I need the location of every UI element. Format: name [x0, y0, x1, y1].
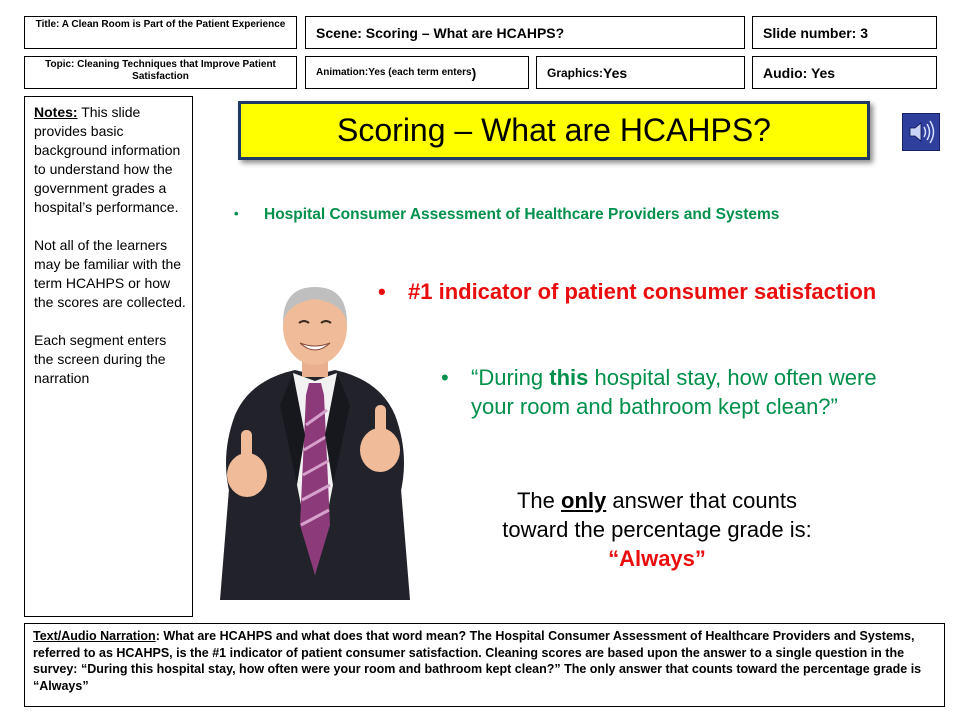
narration-label: Text/Audio Narration — [33, 629, 156, 643]
bullet-indicator — [378, 279, 876, 305]
answer-post: answer that counts toward the percentage grade is: — [502, 488, 812, 542]
audio-text: Audio: Yes — [763, 64, 836, 81]
animation-value: Yes (each term enters — [368, 67, 472, 78]
topic-text: Topic: Cleaning Techniques that Improve Patient Satisfaction — [45, 59, 276, 82]
notes-paragraph-3: Each segment enters the screen during the narration — [34, 332, 167, 386]
speaker-icon[interactable] — [902, 113, 940, 151]
scene-text: Scene: Scoring – What are HCAHPS? — [316, 24, 565, 41]
notes-label: Notes: — [34, 104, 78, 120]
narration-panel — [24, 623, 945, 707]
answer-pre: The — [516, 488, 561, 513]
smiling-man-thumbs-up-image — [205, 285, 425, 600]
animation-close: ) — [471, 64, 477, 81]
bullet-text — [471, 363, 921, 421]
bullet-dot: • — [441, 365, 449, 390]
graphics-field — [536, 56, 745, 89]
animation-field — [305, 56, 529, 89]
bullet-hcahps-definition — [234, 206, 779, 224]
title-text: Title: A Clean Room is Part of the Patient Experience — [35, 19, 286, 30]
slide-number-text: Slide number: 3 — [763, 24, 869, 41]
answer-statement — [484, 486, 830, 573]
graphics-label: Graphics: — [547, 65, 604, 80]
notes-text-1: This slide provides basic background information to understand how the government grades a hospital’s performance. — [34, 104, 181, 215]
slide-title — [238, 101, 870, 160]
notes-paragraph-2: Not all of the learners may be familiar with the term HCAHPS or how the scores are collected. — [34, 237, 186, 310]
bullet-dot: • — [234, 206, 239, 221]
narration-text: : What are HCAHPS and what does that word mean? The Hospital Consumer Assessment of Healthcare Providers and Systems, referred to as HCAHPS, is the #1 indicator of patient consumer satisfaction. Cleaning scores are based upon the answer to a single question in the survey: “During this hospital stay, how often were your room and bathroom kept clean?” The only answer that counts toward the percentage grade is “Always” — [33, 629, 922, 693]
question-emphasis: this — [549, 365, 589, 390]
topic-field — [24, 56, 297, 89]
slide-number-field — [752, 16, 937, 49]
title-field — [24, 16, 297, 49]
question-pre: “During — [471, 365, 550, 390]
notes-panel — [24, 96, 193, 617]
bullet-dot: • — [378, 279, 386, 304]
answer-always: “Always” — [608, 546, 706, 571]
scene-field — [305, 16, 745, 49]
bullet-survey-question — [441, 363, 921, 421]
bullet-text: Hospital Consumer Assessment of Healthcare Providers and Systems — [264, 206, 780, 223]
slide-title-text: Scoring – What are HCAHPS? — [337, 112, 771, 148]
answer-only: only — [561, 488, 607, 513]
graphics-value: Yes — [603, 64, 628, 81]
audio-field — [752, 56, 937, 89]
notes-paragraph-1 — [34, 103, 186, 217]
question-post: hospital stay, how often were your room and bathroom kept clean?” — [471, 365, 877, 419]
bullet-text: #1 indicator of patient consumer satisfaction — [408, 279, 877, 304]
animation-label: Animation: — [316, 67, 369, 78]
